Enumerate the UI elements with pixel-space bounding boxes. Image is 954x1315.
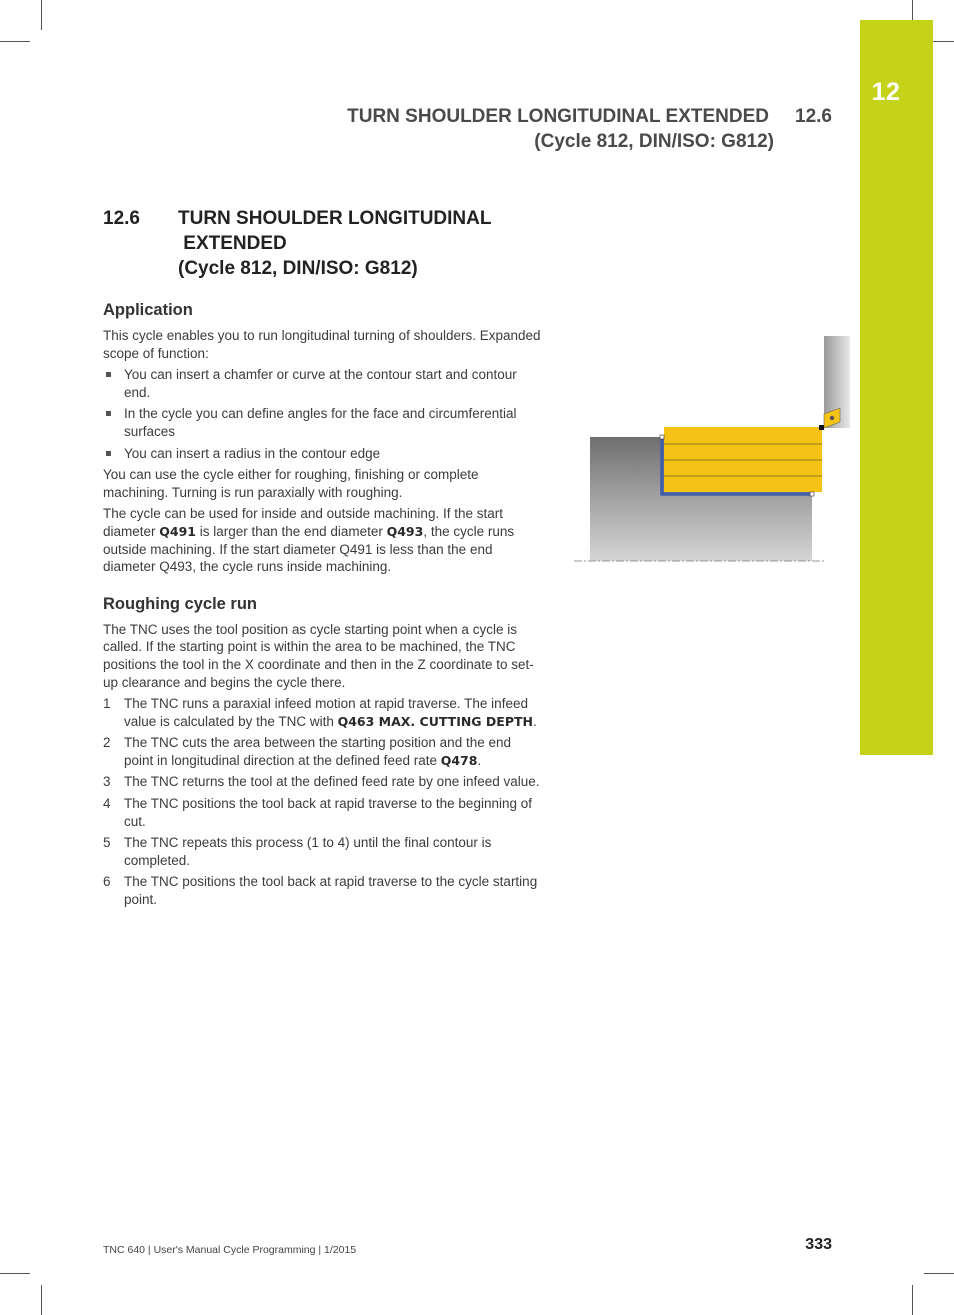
parameter-keyword: Q491	[159, 523, 196, 539]
crop-mark	[41, 1285, 42, 1315]
running-head-subtitle: (Cycle 812, DIN/ISO: G812)	[534, 131, 774, 152]
chapter-tab	[860, 20, 933, 755]
roughing-steps	[103, 695, 543, 909]
turning-illustration	[572, 334, 854, 568]
crop-mark	[924, 1273, 954, 1274]
footer-text: TNC 640 | User's Manual Cycle Programming | 1/2015	[103, 1244, 357, 1256]
list-item: 4 The TNC positions the tool back at rapid traverse to the beginning of cut.	[103, 796, 532, 829]
running-head-section-number: 12.6	[795, 106, 832, 127]
insert-screw-icon	[830, 416, 834, 420]
contour-point-icon	[660, 435, 664, 439]
bullet-square-icon	[106, 451, 111, 456]
bullet-square-icon	[106, 372, 111, 377]
chapter-number: 12	[871, 78, 901, 106]
application-intro: This cycle enables you to run longitudinal turning of shoulders. Expanded scope of function:	[103, 328, 541, 361]
crop-mark	[912, 0, 913, 20]
roughing-heading: Roughing cycle run	[103, 594, 258, 613]
section-title	[103, 206, 563, 281]
list-item: 5 The TNC repeats this process (1 to 4) until the final contour is completed.	[103, 835, 492, 868]
crop-mark	[41, 0, 42, 30]
feature-list	[103, 366, 543, 462]
list-item: You can insert a radius in the contour edge	[103, 445, 543, 463]
list-item: You can insert a chamfer or curve at the contour start and contour end.	[103, 366, 543, 401]
list-item: 1 The TNC runs a paraxial infeed motion at rapid traverse. The infeed value is calculated by the TNC with Q463 MAX. CUTTING DEPTH.	[103, 696, 537, 729]
parameter-keyword: Q493	[386, 523, 424, 539]
section-number: 12.6	[103, 208, 140, 229]
running-head-title: TURN SHOULDER LONGITUDINAL EXTENDED	[347, 106, 770, 127]
contour-point-icon	[810, 492, 814, 496]
parameter-keyword: Q478	[440, 752, 478, 768]
list-item: 6 The TNC positions the tool back at rapid traverse to the cycle starting point.	[103, 874, 538, 908]
crop-mark	[912, 1285, 913, 1315]
application-paragraph: The cycle can be used for inside and outside machining. If the start diameter Q491 is larger than the end diameter Q493, the cycle runs outside machining. If the start diameter Q491 is less than the end diameter Q493, the cycle runs inside machining.	[103, 506, 515, 575]
roughing-intro: The TNC uses the tool position as cycle starting point when a cycle is called. If the starting point is within the area to be machined, the TNC positions the tool in the X coordinate and then in the Z coordinate to set-up clearance and begins the cycle there.	[103, 621, 534, 690]
list-item: 2 The TNC cuts the area between the starting position and the end point in longitudinal direction at the defined feed rate Q478.	[103, 735, 511, 768]
page-number: 333	[805, 1236, 832, 1253]
application-paragraph: You can use the cycle either for roughing, finishing or complete machining. Turning is run paraxially with roughing.	[103, 467, 479, 500]
tool-start-point-icon	[819, 425, 824, 430]
crop-mark	[0, 1273, 30, 1274]
running-head	[300, 104, 832, 154]
section-title-line: TURN SHOULDER LONGITUDINAL	[178, 208, 492, 229]
parameter-keyword: Q463 MAX. CUTTING DEPTH	[337, 713, 533, 729]
list-item: In the cycle you can define angles for the face and circumferential surfaces	[103, 405, 543, 440]
application-heading: Application	[103, 301, 193, 319]
stock-material-shape	[664, 427, 822, 492]
section-title-line: (Cycle 812, DIN/ISO: G812)	[178, 258, 418, 279]
list-item: 3 The TNC returns the tool at the defined feed rate by one infeed value.	[103, 774, 540, 790]
section-title-line: EXTENDED	[178, 233, 287, 254]
crop-mark	[0, 41, 30, 42]
main-content	[103, 300, 543, 913]
bullet-square-icon	[106, 411, 111, 416]
